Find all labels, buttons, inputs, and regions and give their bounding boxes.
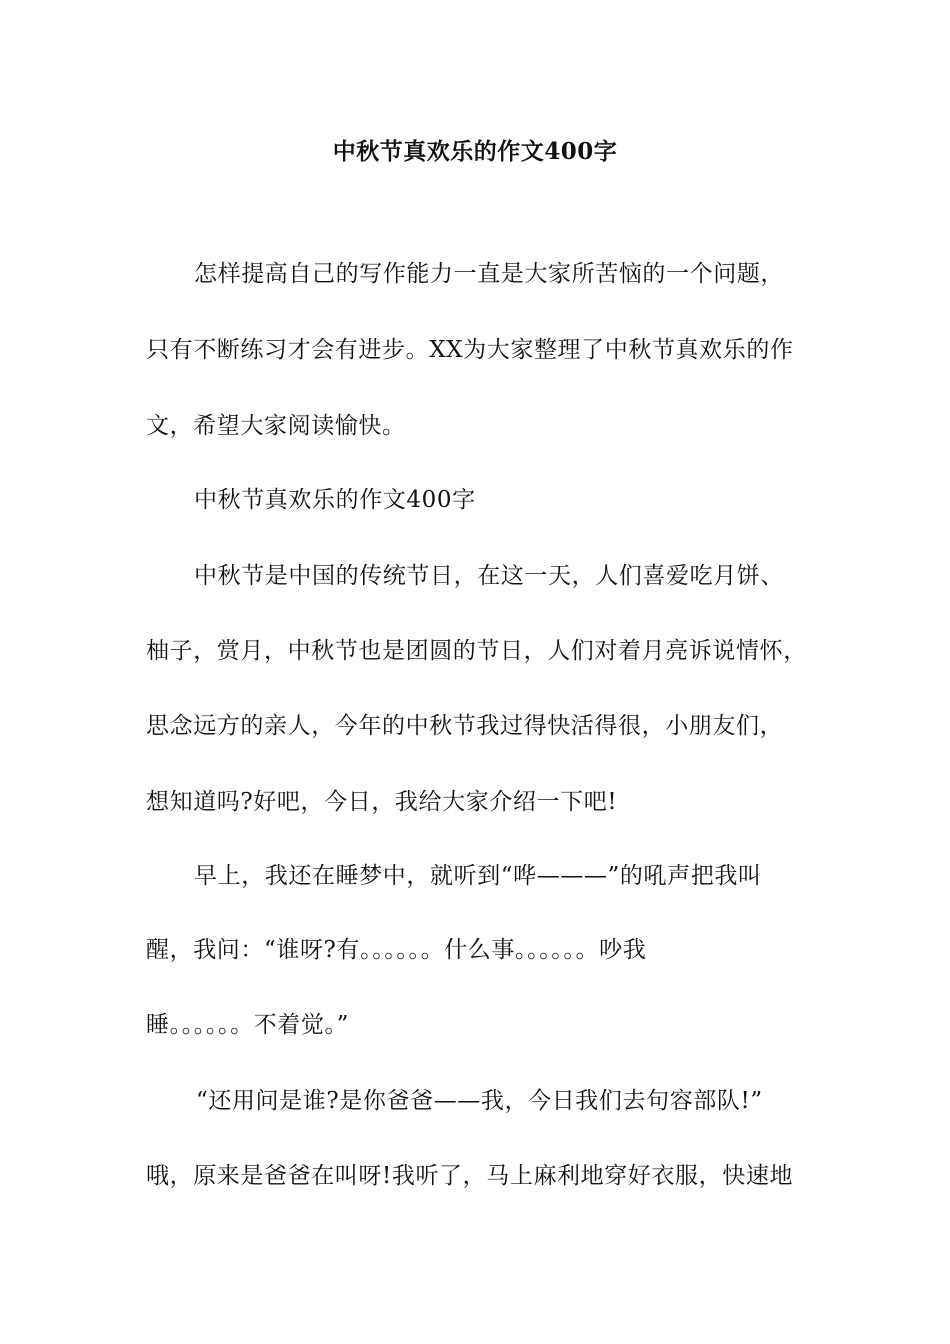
paragraph-line: 文，希望大家阅读愉快。 — [146, 413, 406, 439]
paragraph-line: 早上，我还在睡梦中，就听到“哗———”的吼声把我叫 — [194, 863, 762, 889]
paragraph-line: 怎样提高自己的写作能力一直是大家所苦恼的一个问题， — [194, 261, 784, 287]
paragraph-line: 中秋节是中国的传统节日，在这一天，人们喜爱吃月饼、 — [194, 563, 784, 589]
paragraph-line: 醒，我问：“谁呀?有。。。。。。什么事。。。。。。吵我 — [146, 937, 647, 963]
paragraph-line: 柚子，赏月，中秋节也是团圆的节日，人们对着月亮诉说情怀， — [146, 638, 807, 664]
paragraph-line: 睡。。。。。。不着觉。” — [146, 1012, 349, 1038]
document-title: 中秋节真欢乐的作文400字 — [332, 138, 618, 165]
paragraph-line: “还用问是谁?是你爸爸——我，今日我们去句容部队!” — [196, 1088, 763, 1114]
section-heading-line: 中秋节真欢乐的作文400字 — [194, 487, 476, 513]
paragraph-line: 思念远方的亲人，今年的中秋节我过得快活得很，小朋友们， — [146, 713, 784, 739]
paragraph-line: 想知道吗?好吧，今日，我给大家介绍一下吧! — [146, 789, 618, 815]
paragraph-line: 哦，原来是爸爸在叫呀!我听了，马上麻利地穿好衣服，快速地 — [146, 1163, 794, 1189]
paragraph-line: 只有不断练习才会有进步。XX为大家整理了中秋节真欢乐的作 — [146, 337, 794, 363]
